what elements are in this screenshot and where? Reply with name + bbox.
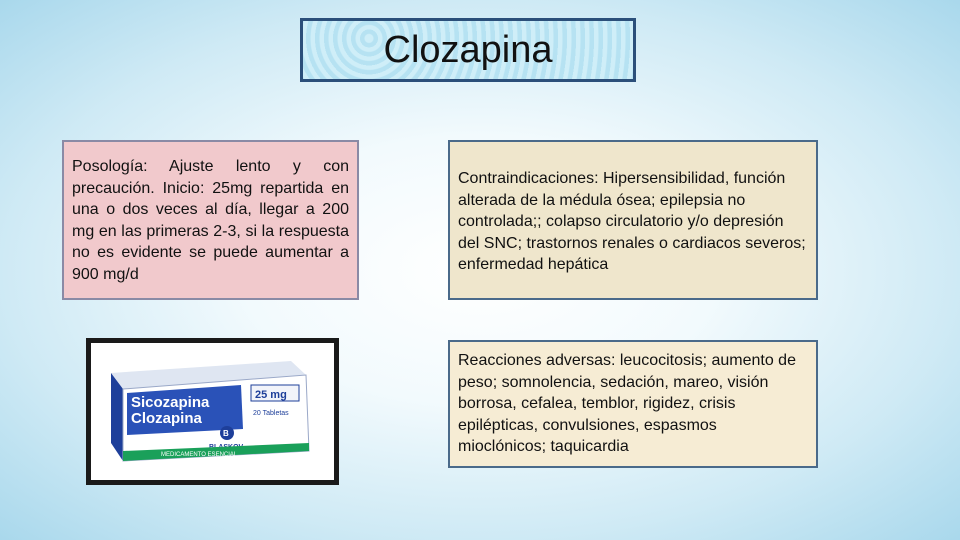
contraindicaciones-text: Contraindicaciones: Hipersensibilidad, función alterada de la médula ósea; epilepsia no controlada;; colapso circulatorio y/o depresión del SNC; trastornos renales o cardiacos severos; enfermedad hepática xyxy=(458,170,806,273)
dose-text: 25 mg xyxy=(255,389,287,401)
posologia-text: Posología: Ajuste lento y con precaución. Inicio: 25mg repartida en una o dos veces al día, llegar a 200 mg en las primeras 2-3, si la respuesta no es evidente se puede aumentar a 900 mg/d xyxy=(72,158,349,283)
essential-band-text: MEDICAMENTO ESENCIAL xyxy=(161,452,238,458)
title-banner xyxy=(300,18,636,82)
slide-title: Clozapina xyxy=(383,28,553,71)
posologia-box xyxy=(62,140,359,300)
reacciones-box xyxy=(448,340,818,468)
medicine-box-illustration xyxy=(91,343,334,480)
svg-text:B: B xyxy=(223,429,229,438)
tablet-count: 20 Tabletas xyxy=(253,410,289,417)
contraindicaciones-box xyxy=(448,140,818,300)
generic-name: Clozapina xyxy=(131,410,202,427)
product-image xyxy=(86,338,339,485)
reacciones-text: Reacciones adversas: leucocitosis; aumento de peso; somnolencia, sedación, mareo, visión borrosa, cefalea, temblor, rigidez, crisis epilépticas, convulsiones, espasmos mioclónicos; taquicardia xyxy=(458,352,796,455)
brand-name: Sicozapina xyxy=(131,394,210,411)
